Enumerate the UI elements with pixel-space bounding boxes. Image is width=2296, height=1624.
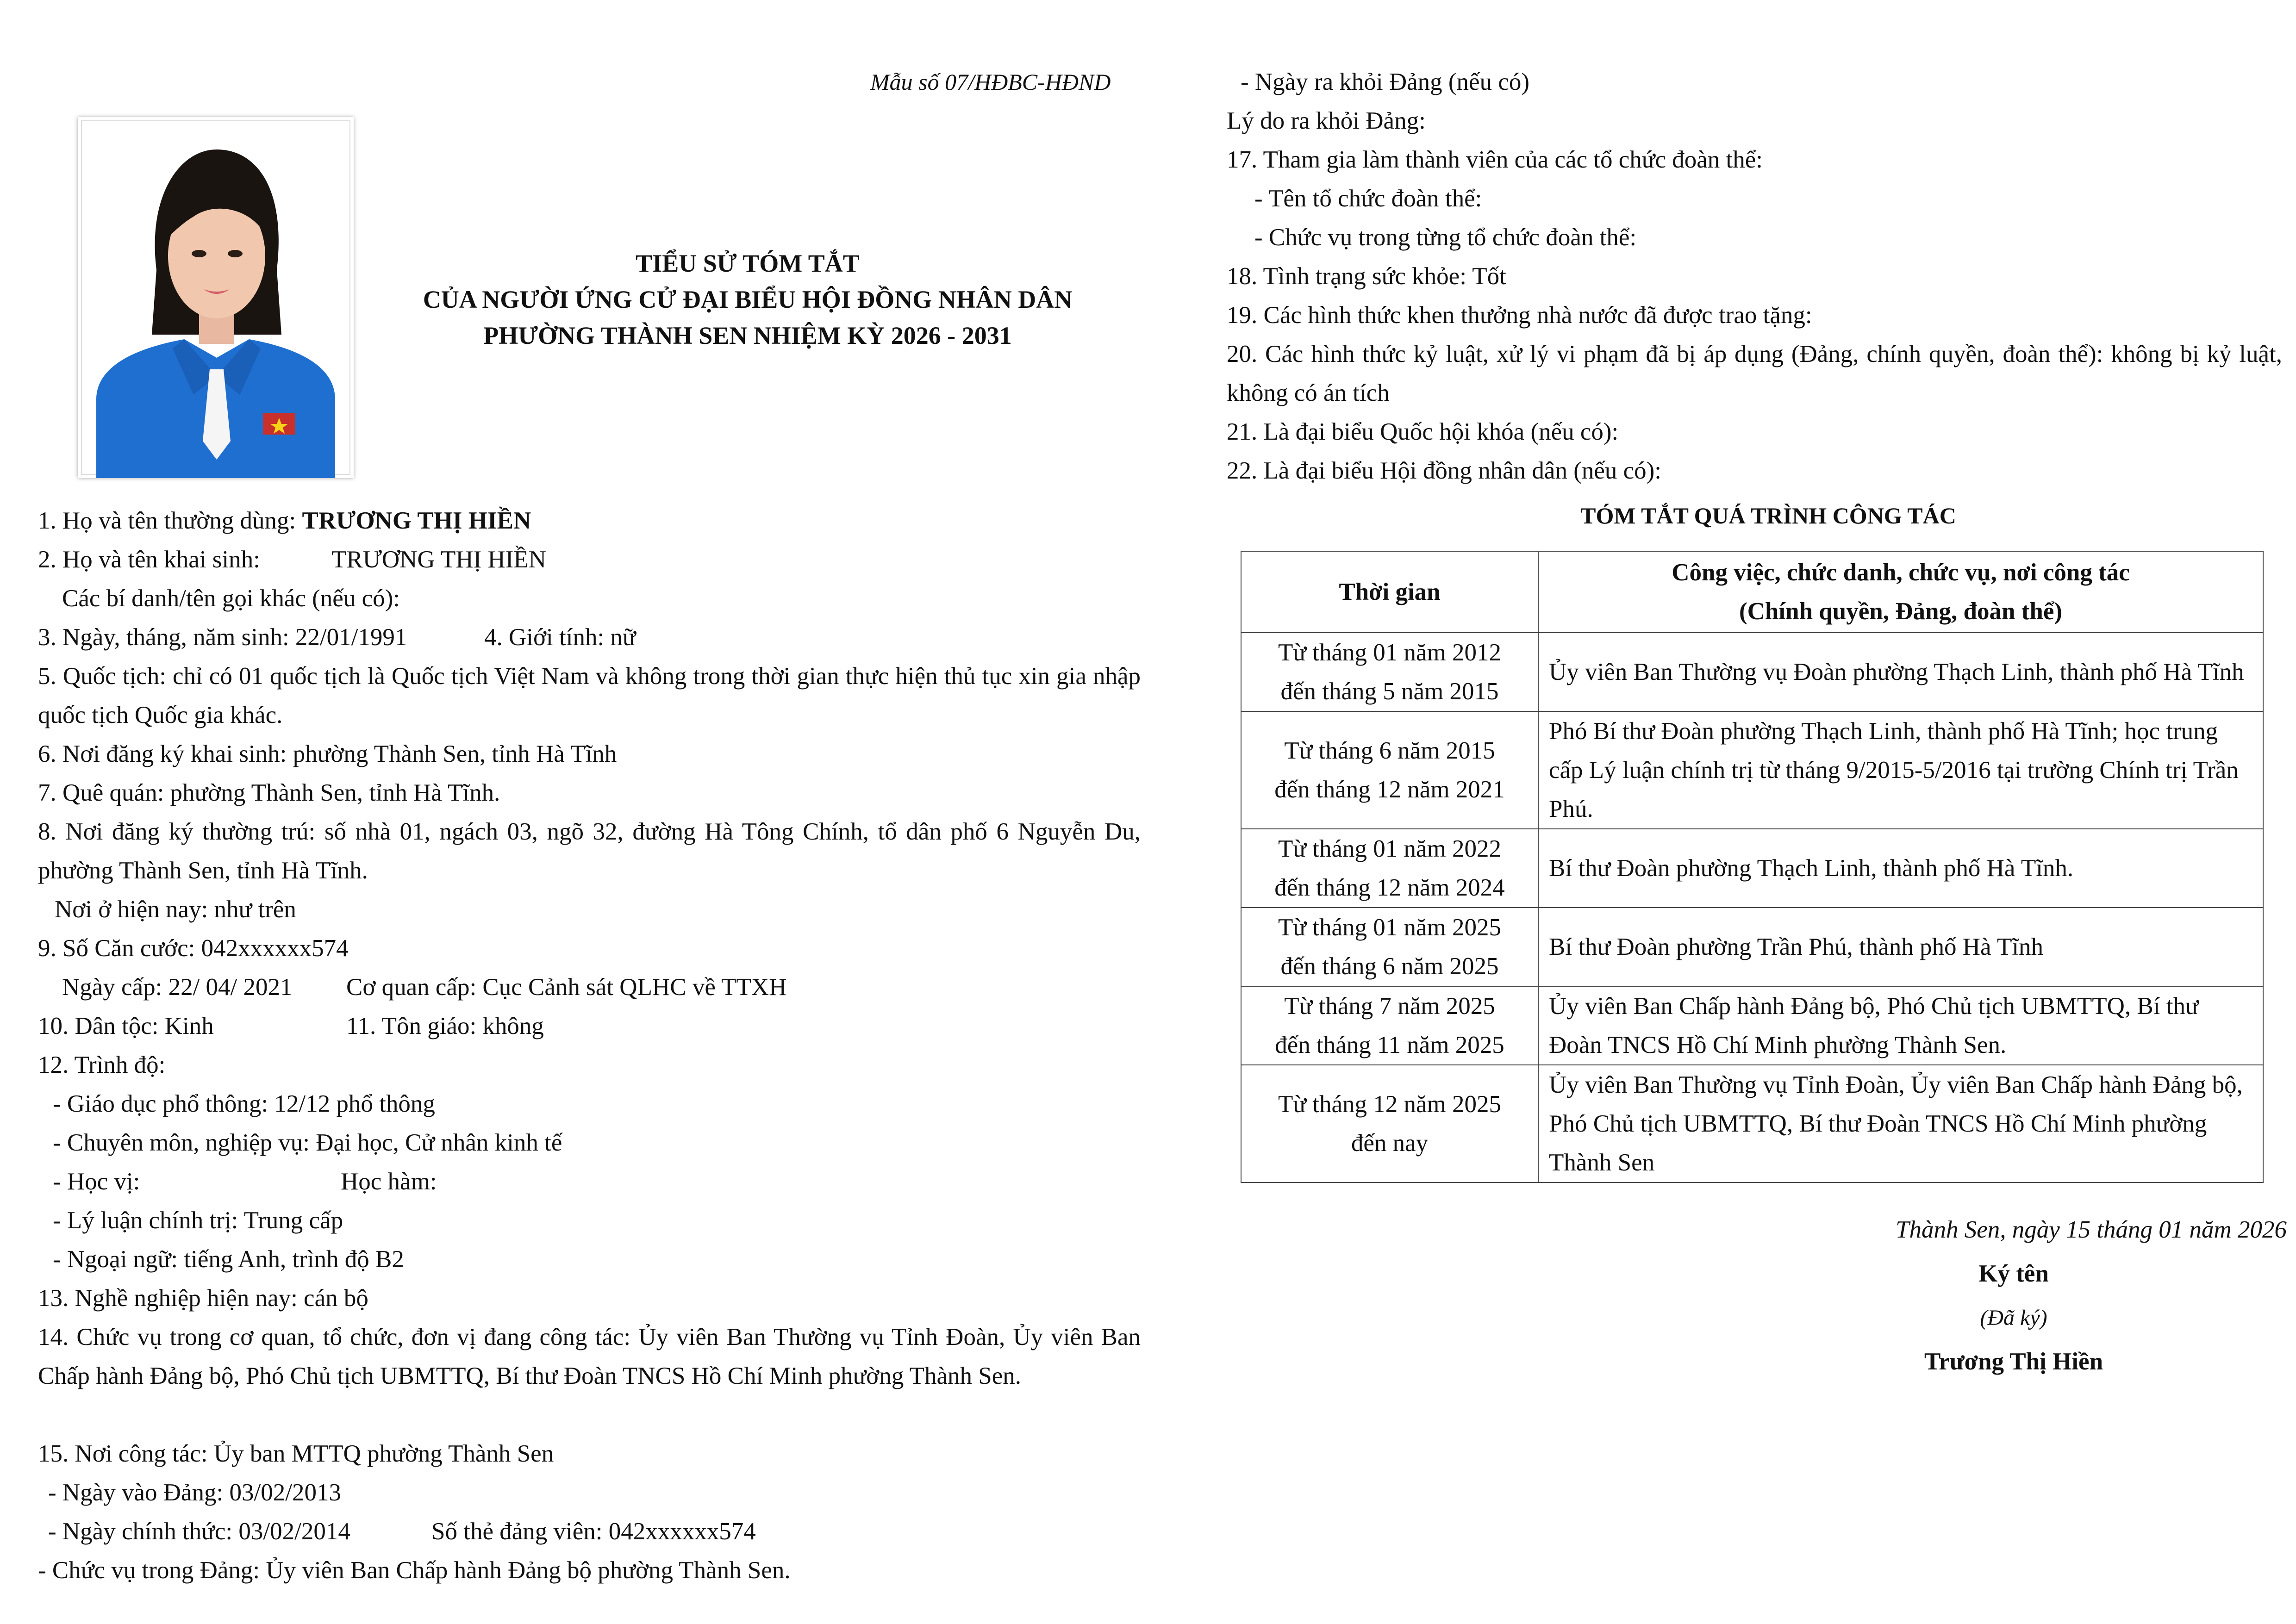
title-line-1: TIỂU SỬ TÓM TẮT — [636, 249, 860, 277]
health-status: 18. Tình trạng sức khỏe: Tốt — [1227, 263, 1506, 290]
party-position: - Chức vụ trong Đảng: Ủy viên Ban Chấp hành Đảng bộ phường Thành Sen. — [38, 1557, 791, 1584]
time-end: đến tháng 12 năm 2024 — [1274, 874, 1505, 901]
permanent-residence: 8. Nơi đăng ký thường trú: số nhà 01, ngách 03, ngõ 32, đường Hà Tông Chính, tổ dân phố 6 Nguyễn Du, phường Thành Sen, tỉnh Hà Tĩnh. — [38, 818, 1141, 884]
time-end: đến tháng 12 năm 2021 — [1274, 776, 1505, 803]
party-leave-reason: Lý do ra khỏi Đảng: — [1227, 107, 1426, 134]
council-deputy: 22. Là đại biểu Hội đồng nhân dân (nếu có): — [1227, 457, 1662, 484]
row-time — [1241, 711, 1538, 829]
current-position: 14. Chức vụ trong cơ quan, tổ chức, đơn vị đang công tác: Ủy viên Ban Thường vụ Tỉnh Đoàn, Ủy viên Ban Chấp hành Đảng bộ, Phó Chủ tịch UBMTTQ, Bí thư Đoàn TNCS Hồ Chí Minh phường Thành Sen. — [38, 1324, 1141, 1389]
time-start: Từ tháng 01 năm 2025 — [1278, 914, 1502, 941]
party-leave-date: - Ngày ra khỏi Đảng (nếu có) — [1241, 68, 1529, 95]
signature-block — [1741, 1208, 2287, 1384]
political-theory: - Lý luận chính trị: Trung cấp — [53, 1207, 343, 1234]
nationality: 5. Quốc tịch: chỉ có 01 quốc tịch là Quốc tịch Việt Nam và không trong thời gian thực hiện thủ tục xin gia nhập quốc tịch Quốc gia khác. — [38, 663, 1141, 728]
discipline: 20. Các hình thức kỷ luật, xử lý vi phạm đã bị áp dụng (Đảng, chính quyền, đoàn thể): không bị kỷ luật, không có án tích — [1227, 341, 2282, 406]
signature-label: Ký tên — [1978, 1260, 2049, 1287]
signer-name: Trương Thị Hiền — [1924, 1348, 2103, 1375]
header-job-line-1: Công việc, chức danh, chức vụ, nơi công tác — [1672, 559, 2130, 586]
header-job-line-2: (Chính quyền, Đảng, đoàn thể) — [1739, 598, 2063, 625]
common-name-label: 1. Họ và tên thường dùng: — [38, 507, 302, 534]
party-official-date: - Ngày chính thức: 03/02/2014 — [48, 1518, 350, 1545]
table-row — [1241, 986, 2263, 1065]
row-time — [1241, 1065, 1538, 1182]
id-card-number: 9. Số Căn cước: 042xxxxxx574 — [38, 935, 349, 962]
id-issuer: Cơ quan cấp: Cục Cảnh sát QLHC về TTXH — [346, 974, 787, 1001]
hometown: 7. Quê quán: phường Thành Sen, tỉnh Hà Tĩnh. — [38, 779, 500, 806]
national-assembly-deputy: 21. Là đại biểu Quốc hội khóa (nếu có): — [1227, 418, 1619, 445]
party-join-date: - Ngày vào Đảng: 03/02/2013 — [48, 1479, 341, 1506]
time-end: đến tháng 6 năm 2025 — [1280, 953, 1499, 980]
row-job: Bí thư Đoàn phường Trần Phú, thành phố Hà Tĩnh — [1538, 908, 2263, 986]
id-issue-date: Ngày cấp: 22/ 04/ 2021 — [62, 974, 293, 1001]
party-card-number: Số thẻ đảng viên: 042xxxxxx574 — [431, 1518, 756, 1545]
current-residence: Nơi ở hiện nay: như trên — [55, 896, 296, 923]
education-professional: - Chuyên môn, nghiệp vụ: Đại học, Cử nhân kinh tế — [53, 1129, 562, 1156]
work-history-table — [1241, 551, 2264, 1183]
date-of-birth: 3. Ngày, tháng, năm sinh: 22/01/1991 — [38, 624, 407, 651]
workplace: 15. Nơi công tác: Ủy ban MTTQ phường Thành Sen — [38, 1440, 554, 1467]
signature-status: (Đã ký) — [1980, 1306, 2047, 1330]
organization-name: - Tên tổ chức đoàn thể: — [1254, 185, 1482, 212]
table-row — [1241, 633, 2263, 711]
header-time: Thời gian — [1241, 551, 1538, 633]
row-job: Phó Bí thư Đoàn phường Thạch Linh, thành phố Hà Tĩnh; học trung cấp Lý luận chính trị từ tháng 9/2015-5/2016 tại trường Chính trị Trần Phú. — [1538, 711, 2263, 829]
time-start: Từ tháng 6 năm 2015 — [1284, 737, 1495, 764]
form-number: Mẫu số 07/HĐBC-HĐND — [870, 69, 1111, 95]
time-end: đến tháng 11 năm 2025 — [1275, 1032, 1504, 1058]
portrait-photo — [78, 117, 354, 478]
row-job: Ủy viên Ban Thường vụ Tỉnh Đoàn, Ủy viên Ban Chấp hành Đảng bộ, Phó Chủ tịch UBMTTQ, Bí thư Đoàn TNCS Hồ Chí Minh phường Thành Sen — [1538, 1065, 2263, 1182]
table-row — [1241, 1065, 2263, 1182]
table-row — [1241, 908, 2263, 986]
table-header-row — [1241, 551, 2263, 633]
row-job: Ủy viên Ban Chấp hành Đảng bộ, Phó Chủ tịch UBMTTQ, Bí thư Đoàn TNCS Hồ Chí Minh phường Thành Sen. — [1538, 986, 2263, 1065]
row-time — [1241, 986, 1538, 1065]
education-heading: 12. Trình độ: — [38, 1052, 166, 1078]
birth-name-label: 2. Họ và tên khai sinh: — [38, 546, 260, 573]
row-time — [1241, 829, 1538, 908]
foreign-language: - Ngoại ngữ: tiếng Anh, trình độ B2 — [53, 1246, 404, 1273]
time-start: Từ tháng 12 năm 2025 — [1278, 1091, 1502, 1118]
ethnicity: 10. Dân tộc: Kinh — [38, 1013, 214, 1039]
row-time — [1241, 908, 1538, 986]
table-row — [1241, 829, 2263, 908]
row-job: Bí thư Đoàn phường Thạch Linh, thành phố Hà Tĩnh. — [1538, 829, 2263, 908]
religion: 11. Tôn giáo: không — [346, 1013, 544, 1039]
table-row — [1241, 711, 2263, 829]
signature-date: Thành Sen, ngày 15 tháng 01 năm 2026 — [1895, 1216, 2287, 1243]
birth-registration: 6. Nơi đăng ký khai sinh: phường Thành Sen, tỉnh Hà Tĩnh — [38, 740, 617, 767]
organizations-heading: 17. Tham gia làm thành viên của các tổ chức đoàn thể: — [1227, 146, 1763, 173]
common-name-field — [38, 501, 531, 540]
aliases-field: Các bí danh/tên gọi khác (nếu có): — [62, 585, 400, 612]
row-time — [1241, 633, 1538, 711]
row-job: Ủy viên Ban Thường vụ Đoàn phường Thạch Linh, thành phố Hà Tĩnh — [1538, 633, 2263, 711]
time-start: Từ tháng 01 năm 2012 — [1278, 639, 1502, 666]
time-start: Từ tháng 7 năm 2025 — [1284, 993, 1495, 1020]
time-end: đến nay — [1351, 1130, 1429, 1157]
time-end: đến tháng 5 năm 2015 — [1280, 678, 1499, 705]
time-start: Từ tháng 01 năm 2022 — [1278, 835, 1502, 862]
occupation: 13. Nghề nghiệp hiện nay: cán bộ — [38, 1285, 368, 1312]
gender: 4. Giới tính: nữ — [484, 624, 636, 651]
academic-degree: - Học vị: — [53, 1168, 140, 1195]
birth-name-value: TRƯƠNG THỊ HIỀN — [331, 546, 547, 573]
awards: 19. Các hình thức khen thưởng nhà nước đã được trao tặng: — [1227, 302, 1812, 329]
document-title — [356, 245, 1139, 354]
work-history-title: TÓM TẮT QUÁ TRÌNH CÔNG TÁC — [1580, 503, 1956, 529]
organization-position: - Chức vụ trong từng tổ chức đoàn thể: — [1254, 224, 1637, 251]
education-general: - Giáo dục phổ thông: 12/12 phổ thông — [53, 1090, 435, 1117]
academic-title: Học hàm: — [341, 1168, 437, 1195]
header-job — [1538, 551, 2263, 633]
title-line-2: CỦA NGƯỜI ỨNG CỬ ĐẠI BIỂU HỘI ĐỒNG NHÂN DÂN — [423, 286, 1073, 313]
title-line-3: PHƯỜNG THÀNH SEN NHIỆM KỲ 2026 - 2031 — [483, 322, 1012, 349]
common-name-value: TRƯƠNG THỊ HIỀN — [302, 507, 531, 534]
